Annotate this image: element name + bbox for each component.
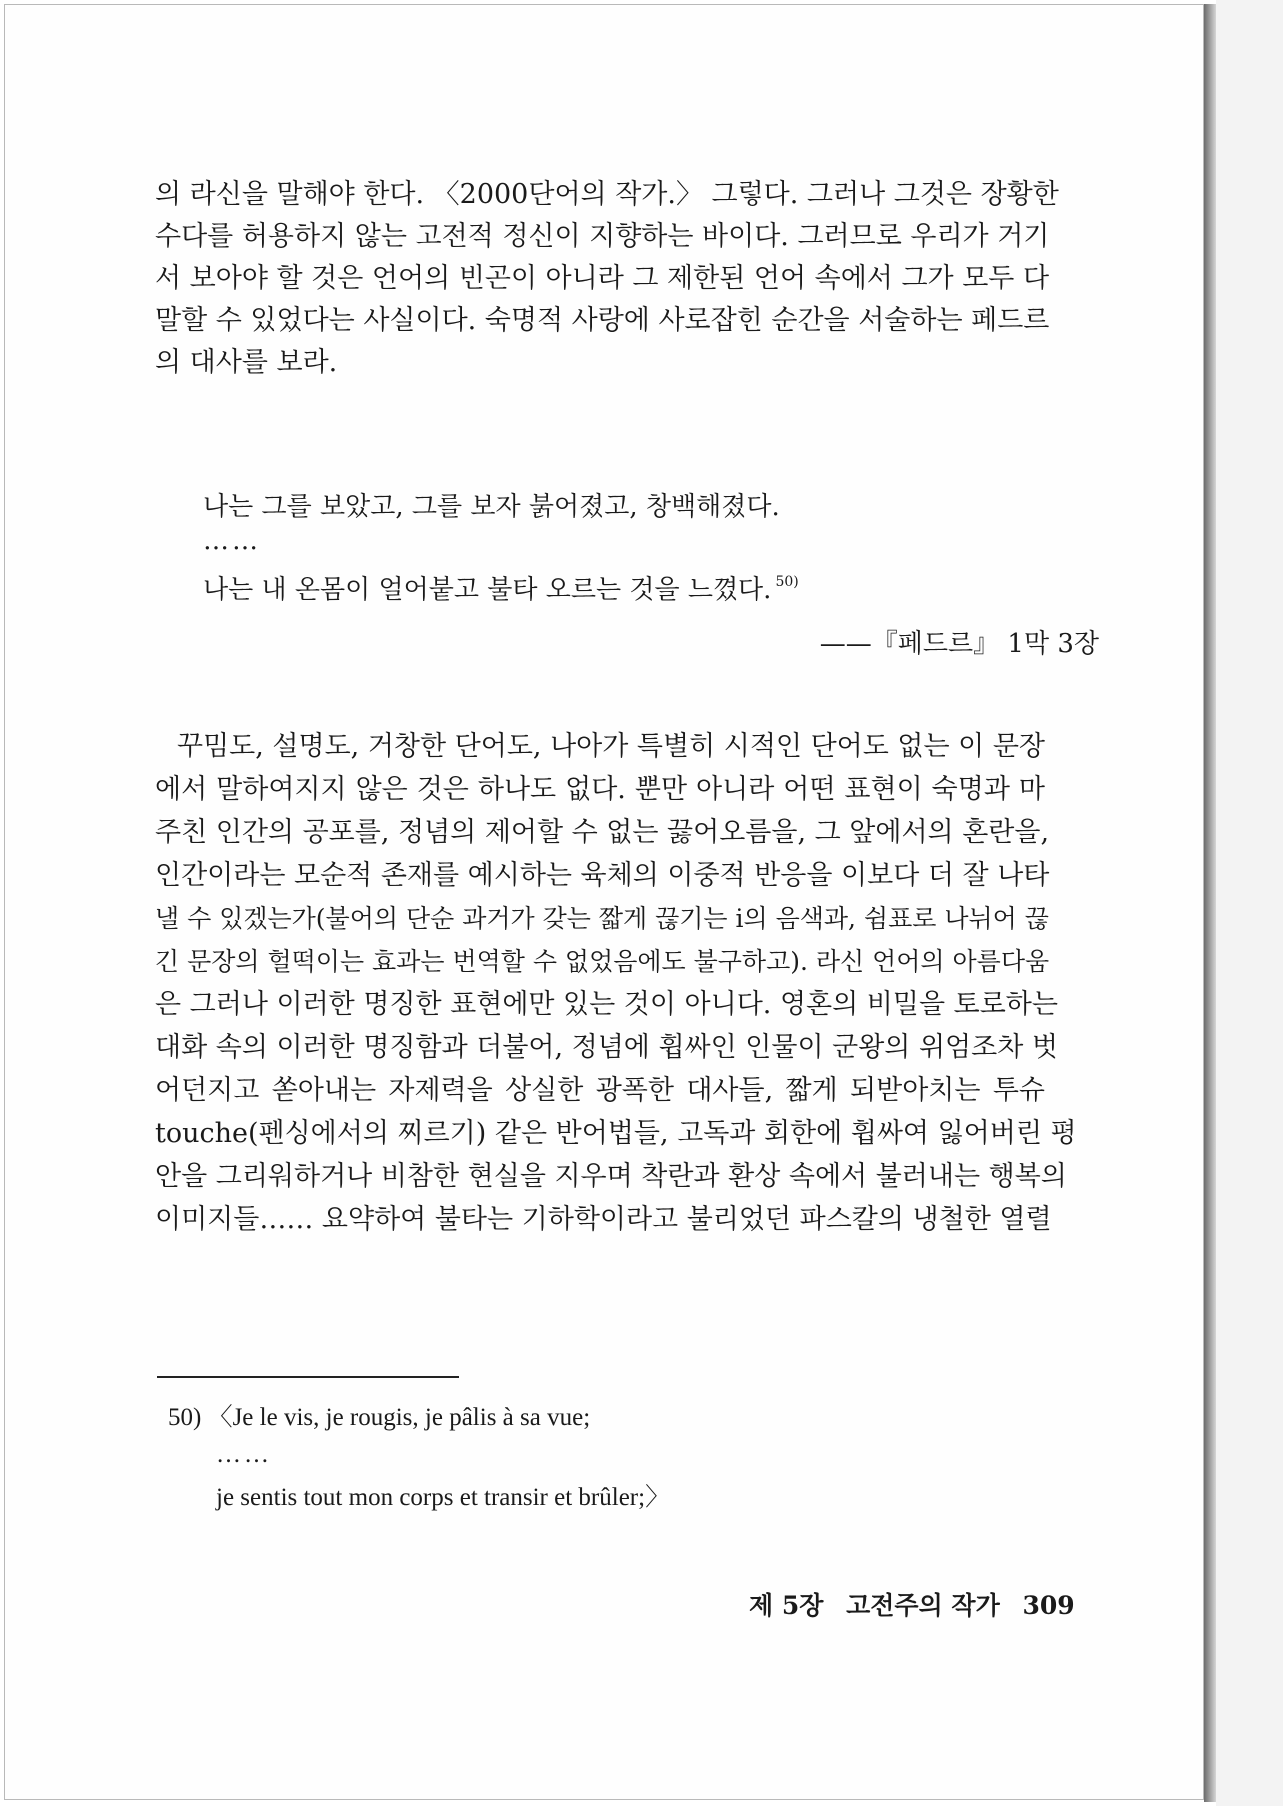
- page-edge-shadow: [1204, 4, 1216, 1802]
- footnote-number: 50): [168, 1404, 202, 1431]
- footnote-marker[interactable]: 50): [775, 574, 799, 590]
- paragraph-line: 긴 문장의 헐떡이는 효과는 번역할 수 없었음에도 불구하고). 라신 언어의 아름다움: [155, 947, 1050, 976]
- paragraph-line: 수다를 허용하지 않는 고전적 정신이 지향하는 바이다. 그러므로 우리가 거기: [155, 221, 1050, 252]
- paragraph-line: 인간이라는 모순적 존재를 예시하는 육체의 이중적 반응을 이보다 더 잘 나타: [155, 860, 1050, 891]
- paragraph-line: 서 보아야 할 것은 언어의 빈곤이 아니라 그 제한된 언어 속에서 그가 모두 다: [155, 263, 1050, 294]
- quote-line-1: 나는 그를 보았고, 그를 보자 붉어졌고, 창백해졌다.: [203, 492, 780, 522]
- page-number: 309: [1022, 1591, 1075, 1620]
- quote-ellipsis: ……: [203, 526, 261, 556]
- footnote-line-1: 〈Je le vis, je rougis, je pâlis à sa vue;: [207, 1404, 591, 1431]
- paragraph-line: 안을 그리워하거나 비참한 현실을 지우며 착란과 환상 속에서 불러내는 행복의: [155, 1161, 1067, 1192]
- footer-title: 고전주의 작가: [846, 1591, 1000, 1620]
- paragraph-line: 이미지들…… 요약하여 불타는 기하학이라고 불리었던 파스칼의 냉철한 열렬: [155, 1204, 1052, 1235]
- running-footer: [749, 1586, 1089, 1622]
- paragraph-line: 대화 속의 이러한 명징함과 더불어, 정념에 휩싸인 인물이 군왕의 위엄조차 벗: [155, 1032, 1058, 1063]
- paragraph-line: 주친 인간의 공포를, 정념의 제어할 수 없는 끓어오름을, 그 앞에서의 혼란을,: [155, 817, 1050, 848]
- paragraph-line: 의 라신을 말해야 한다. 〈2000단어의 작가.〉 그렇다. 그러나 그것은 장황한: [155, 179, 1059, 210]
- paragraph-line: 의 대사를 보라.: [155, 347, 338, 378]
- quote-citation: ——『페드르』 1막 3장: [819, 629, 1099, 659]
- footnote-separator: [157, 1376, 459, 1378]
- paragraph-line: 은 그러나 이러한 명징한 표현에만 있는 것이 아니다. 영혼의 비밀을 토로하는: [155, 989, 1058, 1020]
- block-quote: [203, 486, 799, 618]
- body-paragraph-1: [155, 174, 1059, 384]
- paragraph-line: 낼 수 있겠는가(불어의 단순 과거가 갖는 짧게 끊기는 i의 음색과, 쉼표로 나뉘어 끊: [155, 904, 1049, 933]
- quote-line-2: 나는 내 온몸이 얼어붙고 불타 오르는 것을 느꼈다.: [203, 575, 772, 605]
- paragraph-line: 에서 말하여지지 않은 것은 하나도 없다. 뿐만 아니라 어떤 표현이 숙명과 마: [155, 774, 1045, 805]
- footer-chapter: 제 5장: [749, 1591, 824, 1620]
- footnote: [168, 1398, 670, 1524]
- body-paragraph-2: [155, 725, 1077, 1241]
- footnote-line-2: je sentis tout mon corps et transir et brûler;〉: [216, 1484, 671, 1511]
- paragraph-line: 어던지고 쏟아내는 자제력을 상실한 광폭한 대사들, 짧게 되받아치는 투슈: [155, 1075, 1045, 1106]
- footnote-ellipsis: ……: [216, 1441, 272, 1468]
- paragraph-line: 말할 수 있었다는 사실이다. 숙명적 사랑에 사로잡힌 순간을 서술하는 페드르: [155, 305, 1050, 336]
- paragraph-line: touche(펜싱에서의 찌르기) 같은 반어법들, 고독과 회한에 휩싸여 잃어버린 평: [155, 1118, 1077, 1149]
- paragraph-line: 꾸밈도, 설명도, 거창한 단어도, 나아가 특별히 시적인 단어도 없는 이 문장: [177, 731, 1045, 762]
- background-margin: [1216, 0, 1283, 1806]
